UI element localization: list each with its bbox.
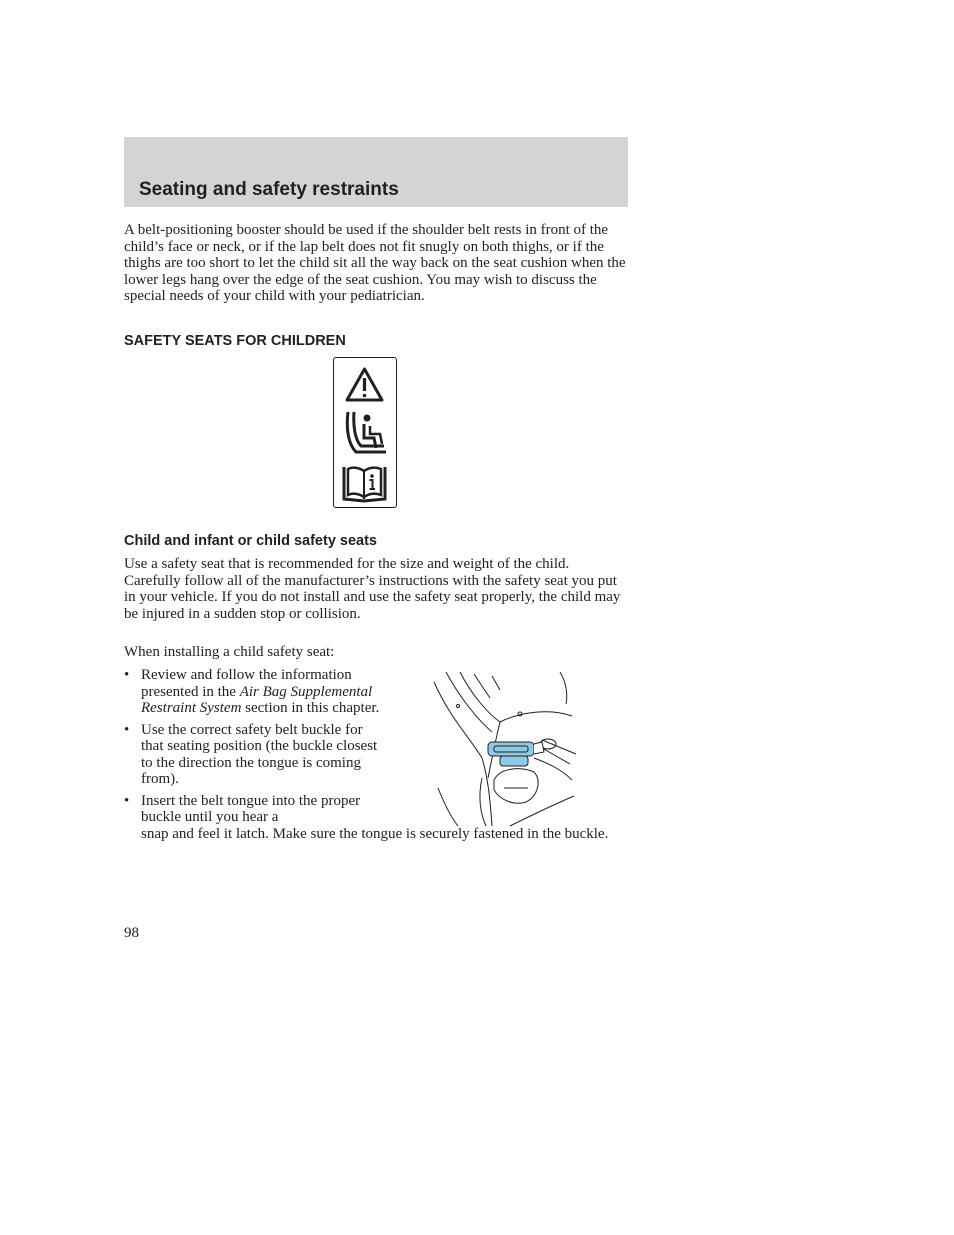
- child-seat-icon: [334, 408, 395, 458]
- list-item: • Insert the belt tongue into the proper buckle until you hear a snap and feel it latch. Make sure the tongue is securely fastened in the buckle.: [124, 792, 609, 842]
- bullet-dot: •: [124, 792, 130, 809]
- list-item: • Review and follow the information presented in the Air Bag Supplemental Restraint System section in this chapter.: [124, 667, 380, 716]
- cross-reference: Air Bag Supplemental Restraint System: [141, 683, 373, 716]
- bullet-dot: •: [124, 667, 130, 683]
- warning-triangle-icon: [334, 364, 395, 408]
- page-title: Seating and safety restraints: [139, 179, 399, 200]
- page-number: 98: [124, 925, 139, 941]
- seat-buckle-illustration: [430, 668, 580, 828]
- bullet-dot: •: [124, 721, 130, 738]
- warning-symbol-box: [333, 357, 397, 508]
- body-paragraph-intro-list: When installing a child safety seat:: [124, 644, 335, 660]
- owner-manual-icon: [334, 461, 395, 505]
- header-band: [124, 137, 628, 207]
- body-paragraph: Use a safety seat that is recommended for the size and weight of the child. Carefully follow all of the manufacturer’s instructions with the safety seat you put in your vehicle. If you do not install and use the safety seat properly, the child may be injured in a sudden stop or collision.: [124, 556, 621, 622]
- section-heading: SAFETY SEATS FOR CHILDREN: [124, 333, 346, 349]
- sub-heading: Child and infant or child safety seats: [124, 533, 377, 549]
- list-item: • Use the correct safety belt buckle for that seating position (the buckle closest to the direction the tongue is coming from).: [124, 721, 378, 787]
- intro-paragraph: A belt-positioning booster should be used if the shoulder belt rests in front of the child’s face or neck, or if the lap belt does not fit snugly on both thighs, or if the thighs are too short to let the child sit all the way back on the seat cushion when the lower legs hang over the edge of the seat cushion. You may wish to discuss the special needs of your child with your pediatrician.: [124, 222, 626, 304]
